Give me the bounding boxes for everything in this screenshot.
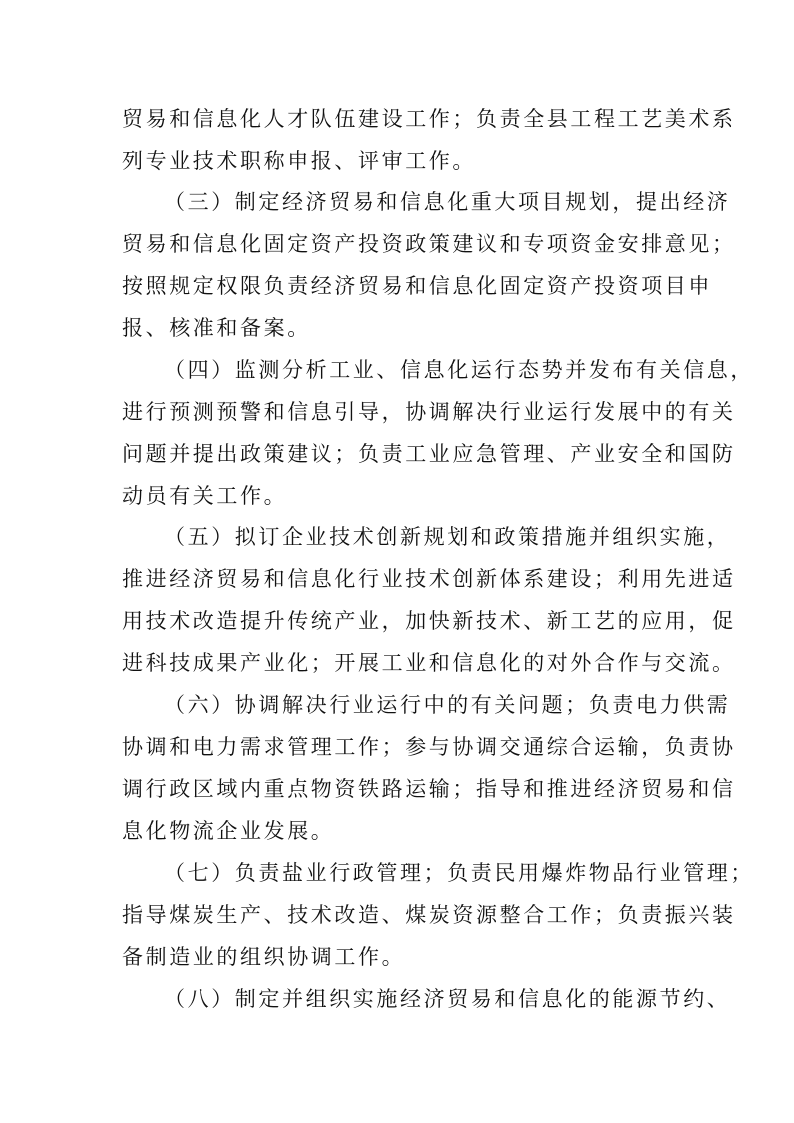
paragraph-3-start: （三）制定经济贸易和信息化重大项目规划，提出经济	[164, 190, 731, 214]
text-line: 协调和电力需求管理工作；参与协调交通综合运输，负责协	[122, 735, 736, 759]
paragraph-7-start: （七）负责盐业行政管理；负责民用爆炸物品行业管理；	[164, 861, 754, 885]
text-line: 调行政区域内重点物资铁路运输；指导和推进经济贸易和信	[122, 777, 736, 801]
text-line: 列专业技术职称申报、评审工作。	[122, 149, 476, 173]
paragraph-4-start: （四）监测分析工业、信息化运行态势并发布有关信息，	[164, 358, 754, 382]
text-line: 推进经济贸易和信息化行业技术创新体系建设；利用先进适	[122, 567, 736, 591]
paragraph-6-start: （六）协调解决行业运行中的有关问题；负责电力供需	[164, 693, 731, 717]
text-line: 动员有关工作。	[122, 484, 288, 508]
text-line: 贸易和信息化固定资产投资政策建议和专项资金安排意见；	[122, 232, 736, 256]
text-line: 用技术改造提升传统产业，加快新技术、新工艺的应用，促	[122, 609, 736, 633]
text-line: 进科技成果产业化；开展工业和信息化的对外合作与交流。	[122, 651, 736, 675]
text-line: 指导煤炭生产、技术改造、煤炭资源整合工作；负责振兴装	[122, 903, 736, 927]
text-line: 报、核准和备案。	[122, 316, 311, 340]
text-line: 息化物流企业发展。	[122, 819, 335, 843]
text-line: 问题并提出政策建议；负责工业应急管理、产业安全和国防	[122, 442, 736, 466]
text-line: 贸易和信息化人才队伍建设工作；负责全县工程工艺美术系	[122, 107, 736, 131]
paragraph-5-start: （五）拟订企业技术创新规划和政策措施并组织实施，	[164, 525, 731, 549]
paragraph-8-start: （八）制定并组织实施经济贸易和信息化的能源节约、	[164, 987, 731, 1011]
text-line: 进行预测预警和信息引导，协调解决行业运行发展中的有关	[122, 400, 736, 424]
text-line: 按照规定权限负责经济贸易和信息化固定资产投资项目申	[122, 274, 712, 298]
text-line: 备制造业的组织协调工作。	[122, 945, 406, 969]
